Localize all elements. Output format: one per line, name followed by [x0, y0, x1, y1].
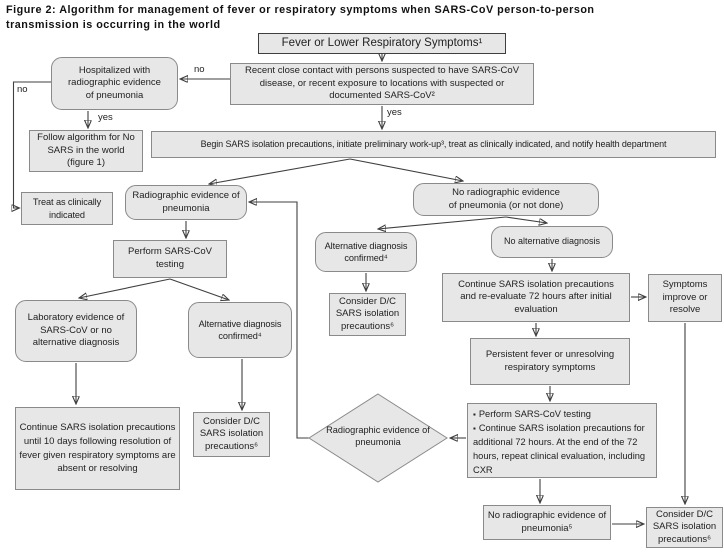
node-persistent-fever: Persistent fever or unresolving respiratory symptoms — [470, 338, 630, 385]
node-workup-72hours — [467, 403, 657, 478]
bullet-item-text: Continue SARS isolation precautions for additional 72 hours. At the end of the 72 hours, repeat clinical evaluation, including CXR — [473, 422, 646, 475]
node-perform-sars-testing: Perform SARS-CoV testing — [113, 240, 227, 278]
edge-label-no-recent: no — [194, 64, 205, 75]
node-no-radiographic-evidence: No radiographic evidence of pneumonia (or not done) — [413, 183, 599, 216]
bullet-row — [473, 408, 651, 422]
edge-noradio-to-noalt — [506, 217, 547, 223]
node-consider-dc-right: Consider D/C SARS isolation precautions⁶ — [646, 507, 723, 548]
edge-label-no-hospitalized: no — [17, 84, 28, 95]
edge-noradio-to-altmid — [378, 217, 506, 229]
node-follow-algorithm-figure1: Follow algorithm for No SARS in the world (figure 1) — [29, 130, 143, 172]
node-recent-contact: Recent close contact with persons suspected to have SARS-CoV disease, or recent exposure to locations with suspected or documented SARS-CoV² — [230, 63, 534, 105]
node-alt-diagnosis-mid: Alternative diagnosis confirmed⁴ — [315, 232, 417, 272]
node-treat-clinically: Treat as clinically indicated — [21, 192, 113, 225]
node-no-radiographic-5: No radiographic evidence of pneumonia⁵ — [483, 505, 611, 540]
decision-diamond-label: Radiographic evidence of pneumonia — [326, 425, 430, 447]
node-continue-reevaluate-72h: Continue SARS isolation precautions and re-evaluate 72 hours after initial evaluation — [442, 273, 630, 322]
bullet-icon: ▪ — [473, 423, 476, 433]
edge-begin-to-radiographic — [209, 159, 350, 184]
bullet-icon: ▪ — [473, 410, 476, 419]
node-consider-dc-mid: Consider D/C SARS isolation precautions⁶ — [329, 293, 406, 336]
node-alt-diagnosis-left: Alternative diagnosis confirmed⁴ — [188, 302, 292, 358]
node-continue-10days: Continue SARS isolation precautions until 10 days following resolution of fever given respiratory symptoms are absent or resolving — [15, 407, 180, 490]
bullet-row — [473, 422, 651, 478]
edge-label-yes-hospitalized: yes — [98, 112, 113, 123]
figure-title: Figure 2: Algorithm for management of fever or respiratory symptoms when SARS-CoV person-to-person transmission is occurring in the world — [6, 4, 595, 31]
edge-label-yes-recent: yes — [387, 107, 402, 118]
edge-perform-to-lab — [79, 279, 170, 298]
node-symptoms-improve: Symptoms improve or resolve — [648, 274, 722, 322]
bullet-item-text: Perform SARS-CoV testing — [478, 409, 591, 419]
node-lab-evidence: Laboratory evidence of SARS-CoV or no alternative diagnosis — [15, 300, 137, 362]
node-hospitalized-pneumonia: Hospitalized with radiographic evidence of pneumonia — [51, 57, 178, 110]
node-consider-dc-left: Consider D/C SARS isolation precautions⁶ — [193, 412, 270, 457]
edge-begin-to-noradiographic — [350, 159, 463, 181]
node-radiographic-evidence: Radiographic evidence of pneumonia — [125, 185, 247, 220]
node-no-alt-diagnosis: No alternative diagnosis — [491, 226, 613, 258]
node-fever-symptoms: Fever or Lower Respiratory Symptoms¹ — [258, 33, 506, 54]
node-begin-isolation: Begin SARS isolation precautions, initiate preliminary work-up³, treat as clinically indicated, and notify health department — [151, 131, 716, 158]
edge-perform-to-altleft — [170, 279, 229, 300]
